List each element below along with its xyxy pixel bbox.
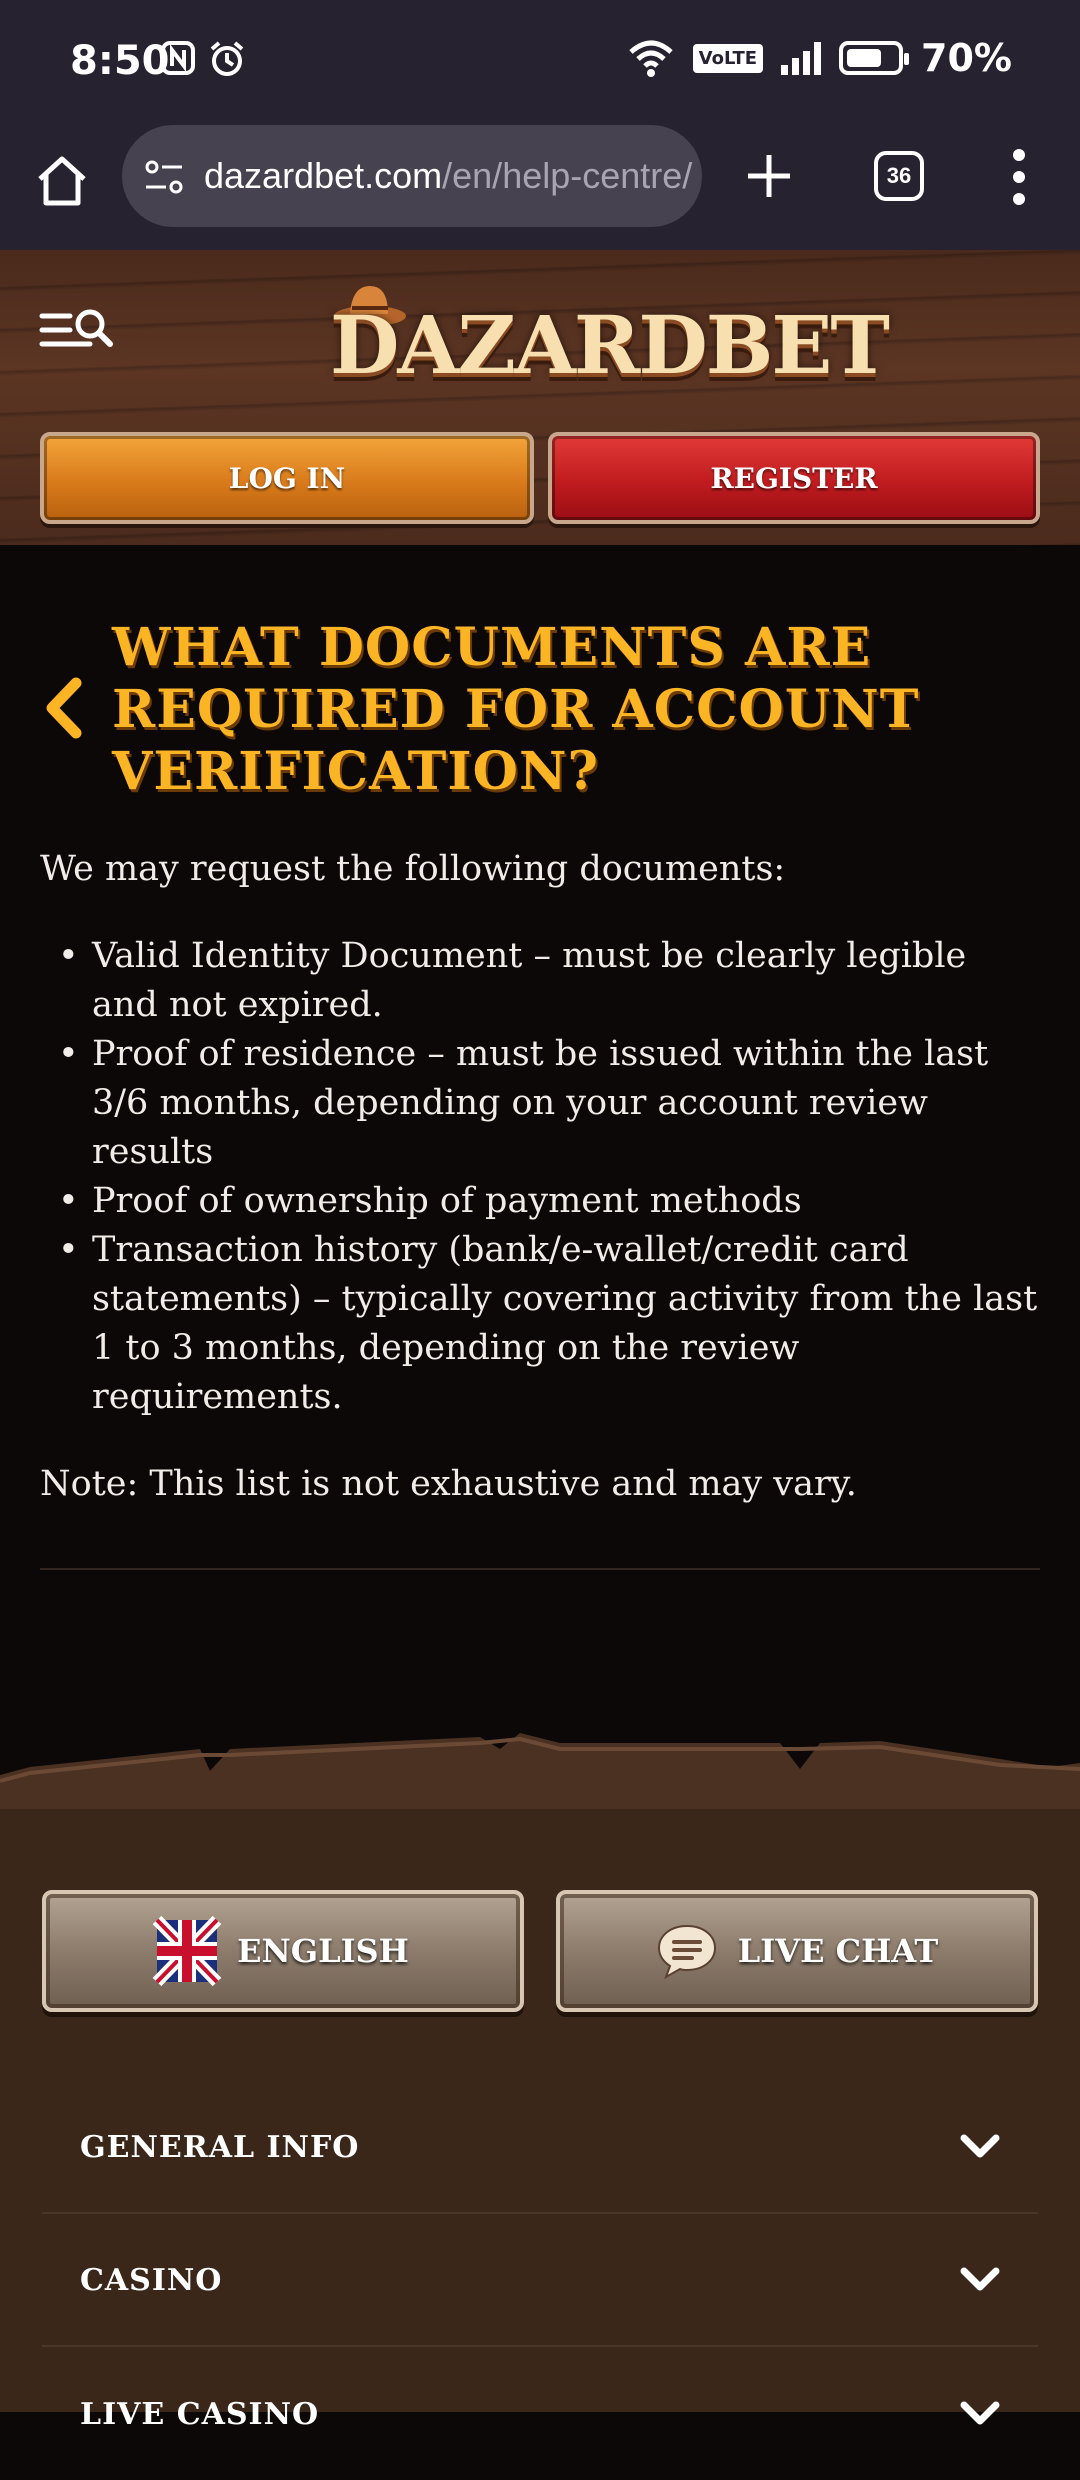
- list-item: • Valid Identity Document – must be clearly legible and not expired.: [92, 932, 1040, 1030]
- plus-icon: [738, 145, 800, 207]
- signal-icon: [781, 41, 821, 75]
- list-item: • Transaction history (bank/e-wallet/credit card statements) – typically covering activity from the last 1 to 3 months, depending on the review requirements.: [92, 1226, 1040, 1422]
- status-time: 8:50: [70, 38, 170, 84]
- uk-flag-icon: [157, 1920, 217, 1982]
- footer-torn-edge: [0, 1719, 1080, 1809]
- status-bar: [0, 0, 1080, 125]
- register-button[interactable]: REGISTER: [548, 432, 1040, 524]
- new-tab-button[interactable]: [738, 145, 800, 207]
- volte-badge: VoLTE: [693, 44, 763, 73]
- accordion-label: CASINO: [80, 2262, 223, 2298]
- site-logo[interactable]: [330, 278, 888, 398]
- browser-toolbar: [0, 125, 1080, 250]
- article-title: WHAT DOCUMENTS ARE REQUIRED FOR ACCOUNT VERIFICATION?: [112, 617, 920, 802]
- battery-icon: [839, 41, 903, 75]
- status-system-icons: [627, 36, 1012, 80]
- divider: [40, 1568, 1040, 1570]
- status-notification-icons: [160, 40, 246, 78]
- menu-search-icon[interactable]: [40, 304, 114, 354]
- nfc-icon: [160, 40, 196, 76]
- chevron-left-icon[interactable]: [42, 677, 84, 739]
- auth-buttons: [40, 432, 1040, 524]
- accordion-live-casino[interactable]: [42, 2348, 1038, 2480]
- accordion-general-info[interactable]: [42, 2082, 1038, 2214]
- battery-percent: 70%: [921, 36, 1012, 80]
- home-icon[interactable]: [34, 153, 90, 209]
- list-item: • Proof of ownership of payment methods: [92, 1177, 1040, 1226]
- language-button[interactable]: [42, 1890, 524, 2012]
- article-note: Note: This list is not exhaustive and may vary.: [40, 1464, 857, 1504]
- alarm-icon: [208, 40, 246, 78]
- accordion-label: GENERAL INFO: [80, 2129, 360, 2165]
- logo-text: DAZARDBET: [330, 298, 888, 392]
- url-text[interactable]: [204, 155, 692, 197]
- article-body: [40, 845, 1040, 1509]
- chevron-down-icon: [960, 2134, 1000, 2160]
- language-label: ENGLISH: [237, 1932, 409, 1970]
- chevron-down-icon: [960, 2401, 1000, 2427]
- document-list: [40, 932, 1040, 1422]
- chat-bubble-icon: [656, 1922, 718, 1980]
- list-item: • Proof of residence – must be issued within the last 3/6 months, depending on your account review results: [92, 1030, 1040, 1177]
- login-button[interactable]: LOG IN: [40, 432, 534, 524]
- wifi-icon: [627, 38, 675, 78]
- chevron-down-icon: [960, 2267, 1000, 2293]
- accordion-label: LIVE CASINO: [80, 2396, 320, 2432]
- address-bar[interactable]: [122, 125, 702, 227]
- more-vert-icon[interactable]: [1012, 149, 1026, 205]
- site-header: [0, 250, 1080, 545]
- battery-level: [847, 49, 881, 67]
- url-domain: dazardbet.com: [204, 155, 443, 196]
- accordion-casino[interactable]: [42, 2215, 1038, 2347]
- site-info-icon[interactable]: [144, 159, 184, 195]
- live-chat-button[interactable]: [556, 1890, 1038, 2012]
- url-path: /en/help-centre/: [442, 155, 693, 196]
- live-chat-label: LIVE CHAT: [737, 1932, 939, 1970]
- footer: [0, 1775, 1080, 2432]
- tab-switcher-button[interactable]: 36: [874, 151, 924, 201]
- article: [0, 545, 1080, 1775]
- article-intro: We may request the following documents:: [40, 849, 786, 889]
